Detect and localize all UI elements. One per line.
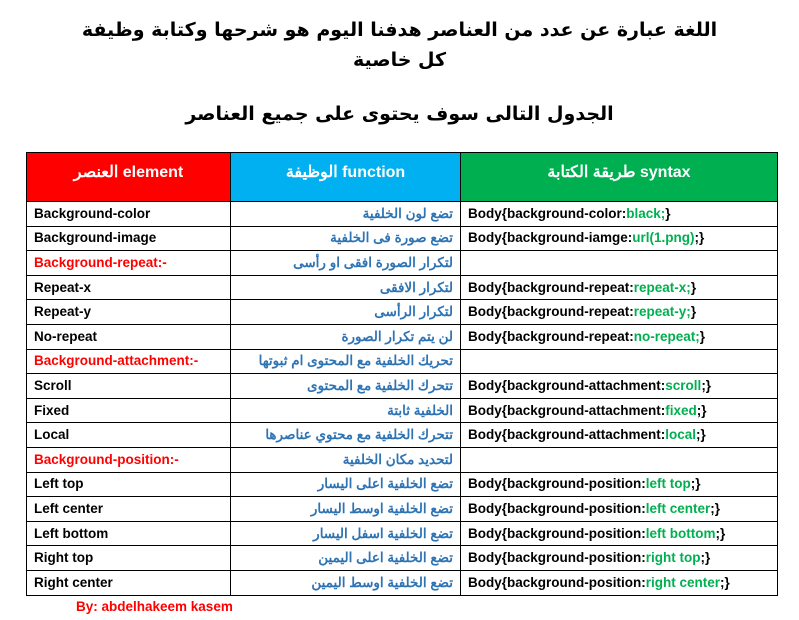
table-row: [27, 423, 778, 448]
element-cell: Fixed: [27, 398, 231, 423]
element-cell: Background-position:-: [27, 447, 231, 472]
syntax-prefix: Body{background-position:: [468, 574, 646, 590]
function-cell: تحريك الخلفية مع المحتوى ام ثبوتها: [231, 349, 461, 374]
column-header-syntax: طريقة الكتابة syntax: [461, 153, 778, 202]
element-cell: Right center: [27, 570, 231, 595]
syntax-cell: [461, 374, 778, 399]
element-cell: Right top: [27, 546, 231, 571]
table-row: [27, 546, 778, 571]
function-cell: لتحديد مكان الخلفية: [231, 447, 461, 472]
table-row: [27, 497, 778, 522]
syntax-suffix: ;}: [710, 500, 721, 516]
intro-heading-line-2: كل خاصية: [352, 49, 447, 71]
syntax-suffix: ;}: [700, 550, 711, 566]
element-cell: Left top: [27, 472, 231, 497]
function-cell: تتحرك الخلفية مع المحتوى: [231, 374, 461, 399]
element-cell: No-repeat: [27, 324, 231, 349]
syntax-suffix: }: [690, 304, 697, 320]
element-cell: Left center: [27, 497, 231, 522]
syntax-prefix: Body{background-position:: [468, 500, 646, 516]
syntax-suffix: }: [690, 279, 697, 295]
table-row: [27, 226, 778, 251]
syntax-value: left top: [645, 476, 691, 492]
syntax-cell: [461, 300, 778, 325]
syntax-cell: [461, 398, 778, 423]
syntax-prefix: Body{background-iamge:: [468, 230, 633, 246]
syntax-suffix: ;}: [694, 230, 705, 246]
function-cell: تضع لون الخلفية: [231, 202, 461, 227]
element-cell: Repeat-x: [27, 275, 231, 300]
syntax-suffix: }: [699, 328, 706, 344]
syntax-suffix: }: [665, 205, 671, 221]
syntax-suffix: ;}: [701, 377, 712, 393]
element-cell: Background-attachment:-: [27, 349, 231, 374]
function-cell: تضع الخلفية اسفل اليسار: [231, 521, 461, 546]
syntax-prefix: Body{background-repeat:: [468, 328, 634, 344]
element-cell: Background-color: [27, 202, 231, 227]
column-header-function: الوظيفة function: [231, 153, 461, 202]
function-cell: تضع الخلفية اعلى اليسار: [231, 472, 461, 497]
syntax-cell: [461, 275, 778, 300]
table-row: [27, 398, 778, 423]
css-background-properties-table: [26, 152, 778, 596]
function-cell: تضع الخلفية اعلى اليمين: [231, 546, 461, 571]
syntax-cell: [461, 570, 778, 595]
syntax-value: url(1.png): [632, 230, 695, 246]
syntax-value: repeat-y;: [633, 304, 691, 320]
syntax-cell: [461, 251, 778, 276]
syntax-cell: [461, 349, 778, 374]
syntax-value: no-repeat;: [633, 328, 700, 344]
element-cell: Repeat-y: [27, 300, 231, 325]
function-cell: الخلفية ثابتة: [231, 398, 461, 423]
syntax-suffix: ;}: [690, 476, 701, 492]
table-section-row: [27, 447, 778, 472]
syntax-suffix: ;}: [715, 525, 726, 541]
table-intro-heading: الجدول التالى سوف يحتوى على جميع العناصر: [185, 103, 614, 125]
element-cell: Local: [27, 423, 231, 448]
function-cell: تضع الخلفية اوسط اليمين: [231, 570, 461, 595]
syntax-prefix: Body{background-attachment:: [468, 377, 666, 393]
syntax-prefix: Body{background-position:: [468, 550, 646, 566]
element-cell: Background-repeat:-: [27, 251, 231, 276]
table-section-row: [27, 251, 778, 276]
element-cell: Left bottom: [27, 521, 231, 546]
element-cell: Scroll: [27, 374, 231, 399]
syntax-suffix: ;}: [720, 574, 730, 590]
intro-heading-line-1: اللغة عبارة عن عدد من العناصر هدفنا اليوم هو شرحها وكتابة وظيفة: [81, 19, 718, 41]
table-body: [27, 202, 778, 596]
syntax-prefix: Body{background-attachment:: [468, 402, 666, 418]
syntax-value: right center: [645, 574, 721, 590]
syntax-cell: [461, 497, 778, 522]
table-row: [27, 202, 778, 227]
syntax-cell: [461, 423, 778, 448]
syntax-value: local: [665, 427, 697, 443]
syntax-prefix: Body{background-position:: [468, 525, 646, 541]
syntax-cell: [461, 324, 778, 349]
column-header-element: العنصر element: [27, 153, 231, 202]
syntax-prefix: Body{background-repeat:: [468, 304, 634, 320]
table-row: [27, 521, 778, 546]
function-cell: لتكرار الافقى: [231, 275, 461, 300]
syntax-value: left center: [645, 500, 711, 516]
syntax-value: fixed: [665, 402, 697, 418]
syntax-cell: [461, 472, 778, 497]
syntax-prefix: Body{background-attachment:: [468, 427, 666, 443]
element-cell: Background-image: [27, 226, 231, 251]
function-cell: تضع الخلفية اوسط اليسار: [231, 497, 461, 522]
table-row: [27, 324, 778, 349]
syntax-cell: [461, 521, 778, 546]
syntax-prefix: Body{background-color:: [468, 205, 627, 221]
syntax-value: repeat-x;: [633, 279, 691, 295]
syntax-suffix: ;}: [696, 402, 707, 418]
function-cell: تتحرك الخلفية مع محتوي عناصرها: [231, 423, 461, 448]
table-row: [27, 275, 778, 300]
function-cell: لتكرار الرأسى: [231, 300, 461, 325]
table-row: [27, 374, 778, 399]
author-credit: By: abdelhakeem kasem: [76, 599, 233, 614]
syntax-value: left bottom: [645, 525, 716, 541]
syntax-suffix: ;}: [696, 427, 706, 443]
syntax-value: scroll: [665, 377, 702, 393]
syntax-cell: [461, 202, 778, 227]
syntax-value: black;: [626, 205, 666, 221]
syntax-cell: [461, 447, 778, 472]
function-cell: لن يتم تكرار الصورة: [231, 324, 461, 349]
syntax-cell: [461, 546, 778, 571]
syntax-cell: [461, 226, 778, 251]
table-section-row: [27, 349, 778, 374]
function-cell: لتكرار الصورة افقى او رأسى: [231, 251, 461, 276]
syntax-value: right top: [645, 550, 701, 566]
syntax-prefix: Body{background-repeat:: [468, 279, 634, 295]
function-cell: تضع صورة فى الخلفية: [231, 226, 461, 251]
syntax-prefix: Body{background-position:: [468, 476, 646, 492]
table-row: [27, 472, 778, 497]
table-row: [27, 570, 778, 595]
table-row: [27, 300, 778, 325]
table-header-row: [27, 153, 778, 202]
